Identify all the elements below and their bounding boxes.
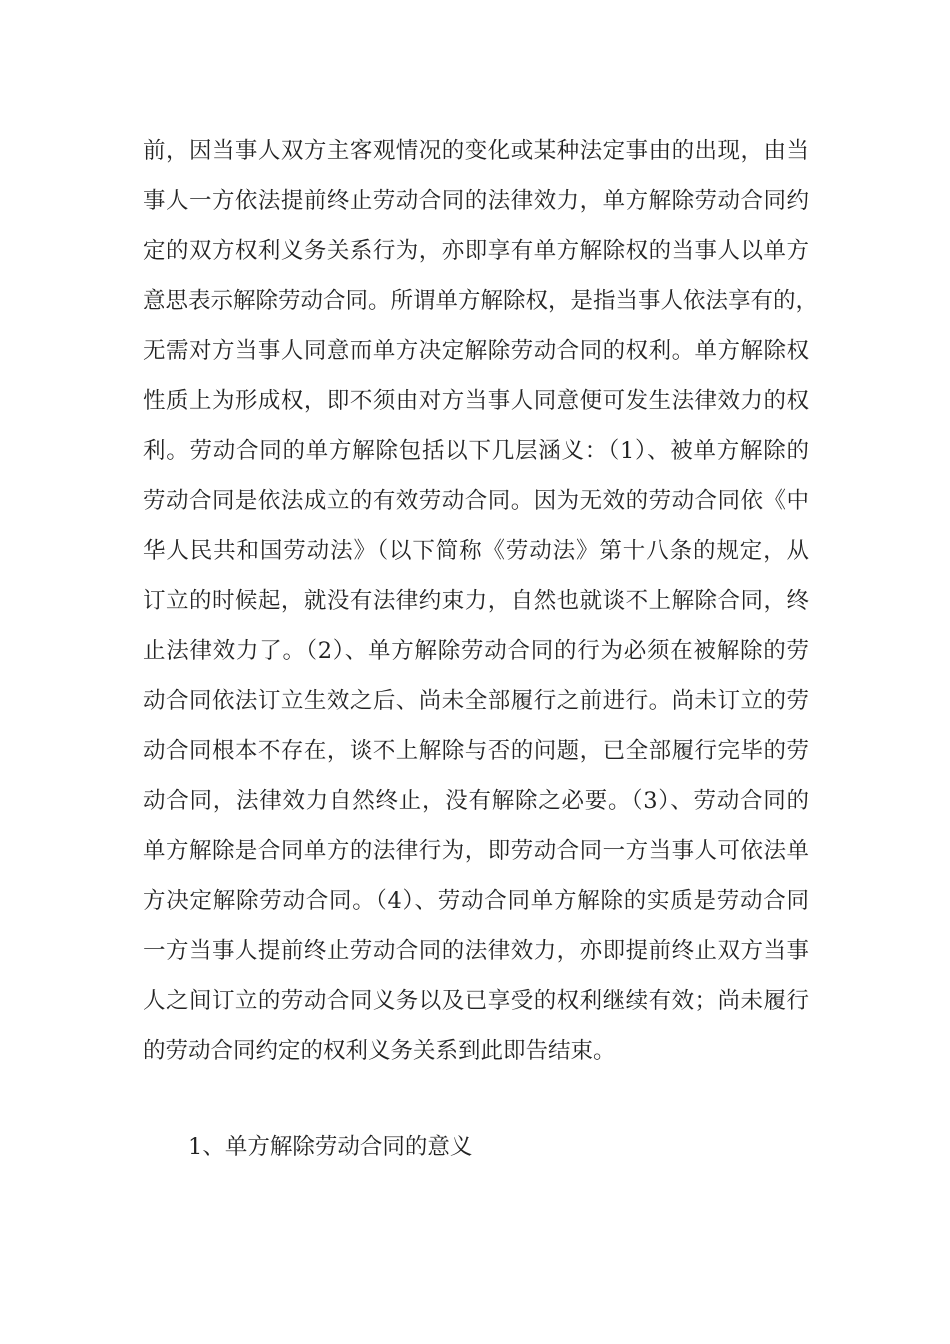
paragraph-line: 一方当事人提前终止劳动合同的法律效力，亦即提前终止双方当事 [143,938,809,964]
paragraph-line: 意思表示解除劳动合同。所谓单方解除权，是指当事人依法享有的， [143,288,819,314]
paragraph-line: 劳动合同是依法成立的有效劳动合同。因为无效的劳动合同依《中 [143,488,809,514]
paragraph-line: 方决定解除劳动合同。（4）、劳动合同单方解除的实质是劳动合同 [143,888,809,914]
section-heading: 1、单方解除劳动合同的意义 [188,1134,473,1160]
paragraph-line: 无需对方当事人同意而单方决定解除劳动合同的权利。单方解除权 [143,338,809,364]
paragraph-line: 定的双方权利义务关系行为，亦即享有单方解除权的当事人以单方 [143,238,809,264]
paragraph-line: 止法律效力了。（2）、单方解除劳动合同的行为必须在被解除的劳 [143,638,809,664]
paragraph-line: 性质上为形成权，即不须由对方当事人同意便可发生法律效力的权 [143,388,809,414]
paragraph-line: 事人一方依法提前终止劳动合同的法律效力，单方解除劳动合同约 [143,188,809,214]
paragraph-line: 前，因当事人双方主客观情况的变化或某种法定事由的出现，由当 [143,138,809,164]
paragraph-line: 华人民共和国劳动法》（以下简称《劳动法》第十八条的规定，从 [143,538,809,564]
paragraph-line: 利。劳动合同的单方解除包括以下几层涵义：（1）、被单方解除的 [143,438,809,464]
paragraph-line: 人之间订立的劳动合同义务以及已享受的权利继续有效；尚未履行 [143,988,809,1014]
body-paragraph [143,126,819,1076]
paragraph-line: 单方解除是合同单方的法律行为，即劳动合同一方当事人可依法单 [143,838,809,864]
paragraph-line: 动合同，法律效力自然终止，没有解除之必要。（3）、劳动合同的 [143,788,809,814]
paragraph-line: 订立的时候起，就没有法律约束力，自然也就谈不上解除合同，终 [143,588,809,614]
paragraph-line: 的劳动合同约定的权利义务关系到此即告结束。 [143,1038,616,1064]
paragraph-line: 动合同根本不存在，谈不上解除与否的问题，已全部履行完毕的劳 [143,738,809,764]
paragraph-line: 动合同依法订立生效之后、尚未全部履行之前进行。尚未订立的劳 [143,688,809,714]
